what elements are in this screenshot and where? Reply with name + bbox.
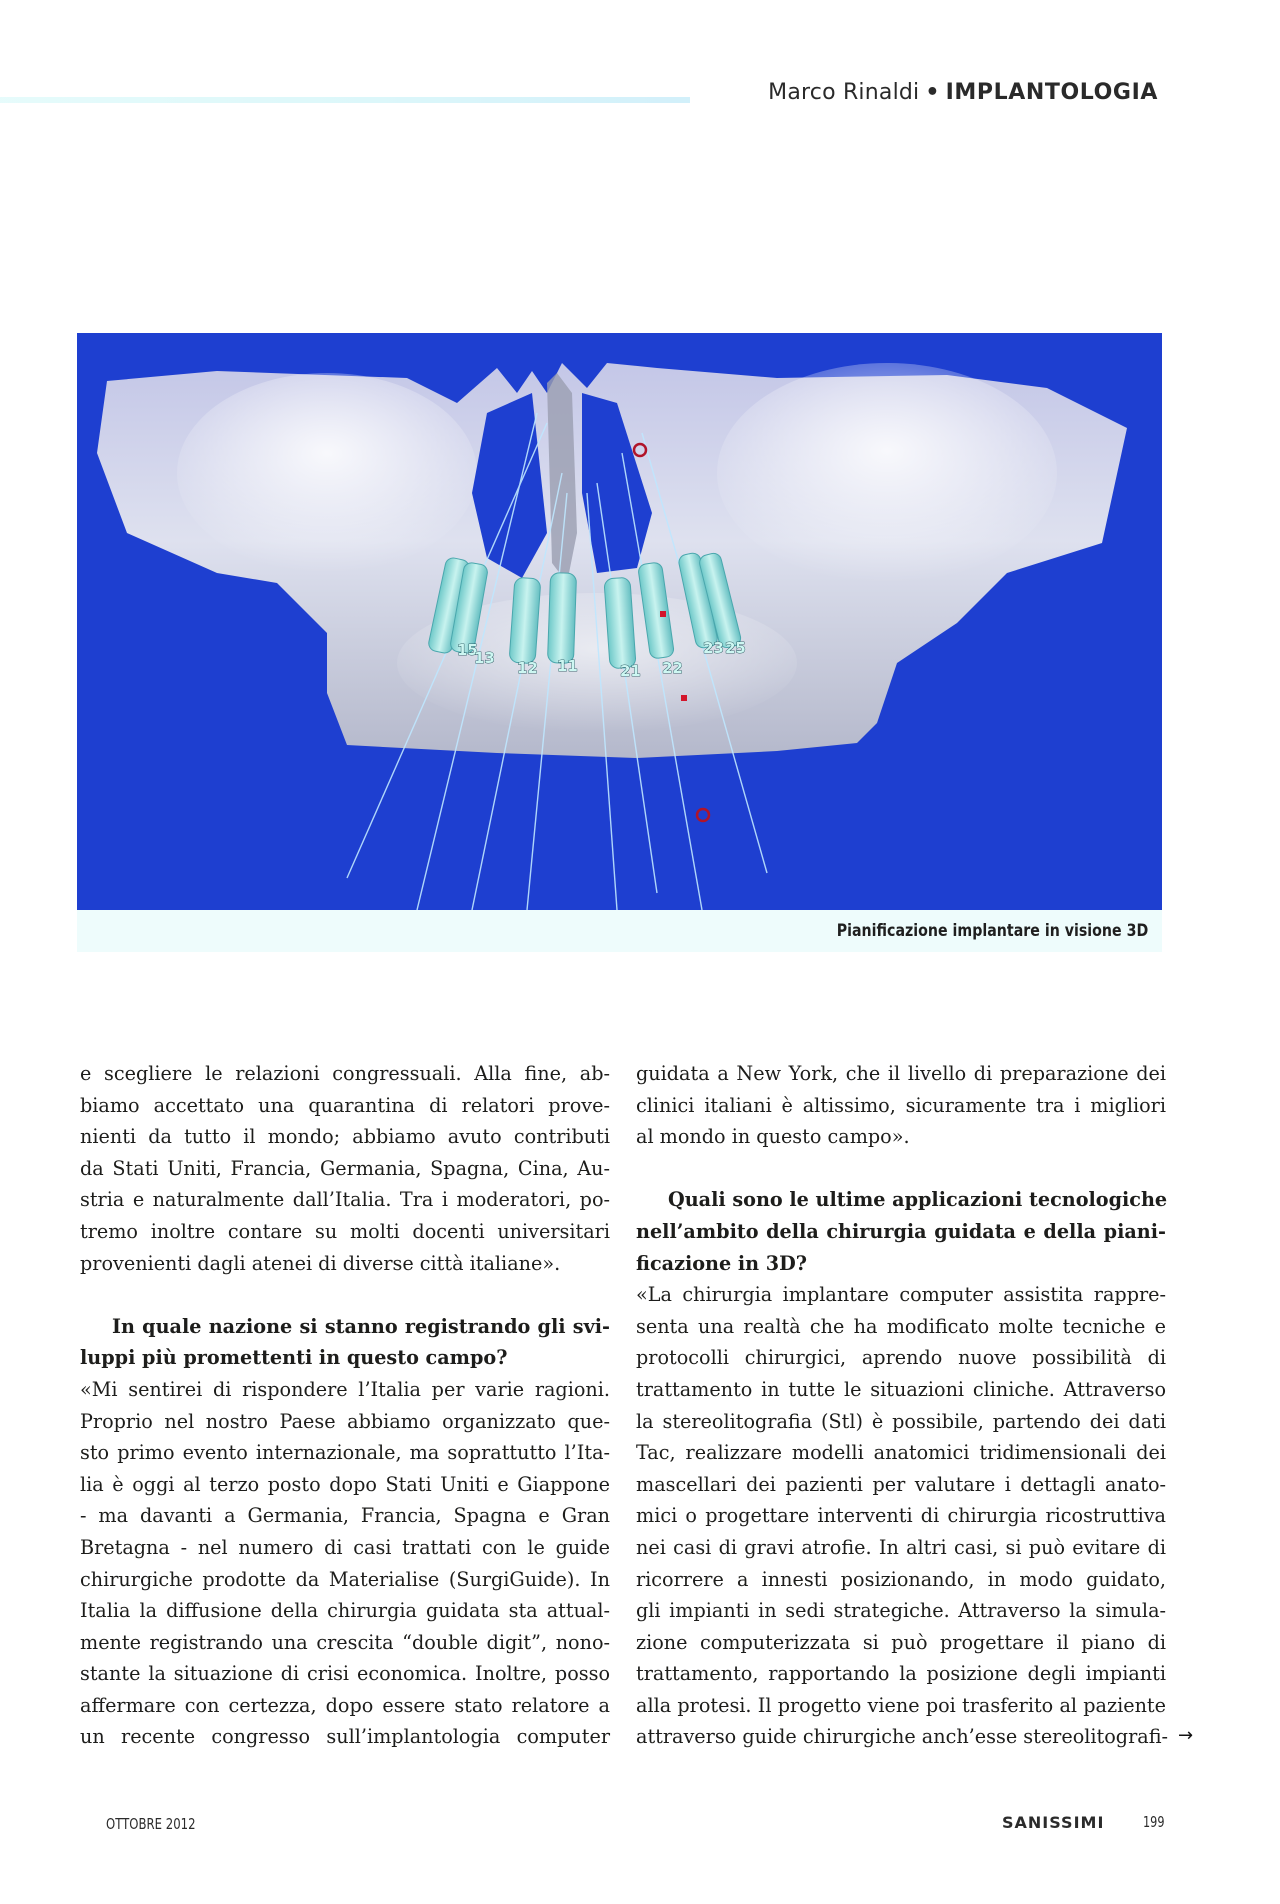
figure-caption: Pianificazione implantare in visione 3D: [836, 921, 1148, 940]
text-line: guidata a New York, che il livello di preparazione dei: [636, 1062, 1166, 1085]
text-line: zione computerizzata si può progettare il piano di: [636, 1630, 1166, 1654]
text-line: clinici italiani è altissimo, sicuramente tra i migliori: [636, 1093, 1166, 1117]
implant-label: 15: [457, 641, 478, 659]
paragraph: [636, 1058, 1166, 1153]
text-line: la stereolitografia (Stl) è possibile, partendo dei dati: [636, 1409, 1166, 1433]
text-line: Italia la diffusione della chirurgia guidata sta attual-: [80, 1599, 610, 1623]
right-column: [636, 1058, 1166, 1753]
text-line: «Mi sentirei di rispondere l’Italia per varie ragioni.: [80, 1377, 610, 1401]
text-line: e scegliere le relazioni congressuali. Alla fine, ab-: [80, 1062, 610, 1085]
text-line: stria e naturalmente dall’Italia. Tra i moderatori, po-: [80, 1188, 610, 1212]
implant-label: 23: [703, 639, 724, 657]
bullet-separator: •: [925, 80, 940, 105]
text-line: Bretagna - nel numero di casi trattati con le guide: [80, 1535, 610, 1559]
paragraph: [80, 1058, 610, 1279]
text-line: stante la situazione di crisi economica. Inoltre, posso: [80, 1662, 610, 1686]
paragraph: [636, 1279, 1166, 1753]
implant-label: 12: [517, 659, 538, 677]
reference-point: [660, 611, 666, 617]
text-line: nienti da tutto il mondo; abbiamo avuto contributi: [80, 1125, 610, 1149]
figure-caption-band: [77, 910, 1162, 952]
text-line: attraverso guide chirurgiche anch’esse stereolitografi-: [636, 1725, 1168, 1749]
text-line: mente registrando una crescita “double digit”, nono-: [80, 1630, 610, 1654]
text-line: lia è oggi al terzo posto dopo Stati Uniti e Giappone: [80, 1472, 610, 1496]
text-line: ricorrere a innesti posizionando, in modo guidato,: [636, 1567, 1166, 1591]
text-line: provenienti dagli atenei di diverse città italiane».: [80, 1251, 561, 1275]
header-decorative-rule: [0, 97, 690, 103]
question-line: Quali sono le ultime applicazioni tecnologiche: [668, 1188, 1168, 1212]
implant-planning-3d-image: [77, 333, 1162, 910]
text-line: un recente congresso sull’implantologia computer: [80, 1725, 610, 1749]
question-line: ficazione in 3D?: [636, 1251, 808, 1275]
page-number: 199: [1143, 1813, 1165, 1831]
issue-date: OTTOBRE 2012: [106, 1815, 196, 1833]
implant-label: 21: [620, 662, 641, 680]
question-line: nell’ambito della chirurgia guidata e della piani-: [636, 1219, 1166, 1243]
text-line: - ma davanti a Germania, Francia, Spagna e Gran: [80, 1504, 610, 1528]
reference-marker-lower: [697, 809, 709, 821]
question-line: luppi più promettenti in questo campo?: [80, 1346, 508, 1370]
text-line: affermare con certezza, dopo essere stato relatore a: [80, 1693, 610, 1717]
continue-arrow-icon: →: [1178, 1725, 1194, 1746]
text-line: Tac, realizzare modelli anatomici tridimensionali dei: [636, 1441, 1166, 1465]
text-line: senta una realtà che ha modificato molte tecniche e: [636, 1314, 1166, 1338]
text-line: trattamento in tutte le situazioni cliniche. Attraverso: [636, 1377, 1166, 1401]
text-line: Proprio nel nostro Paese abbiamo organizzato que-: [80, 1409, 610, 1433]
section-title: IMPLANTOLOGIA: [945, 80, 1158, 105]
running-head: [768, 80, 1158, 105]
text-line: mascellari dei pazienti per valutare i dettagli anato-: [636, 1472, 1166, 1496]
maxilla-3d-render: [77, 333, 1162, 910]
paragraph: [80, 1374, 610, 1753]
text-line: alla protesi. Il progetto viene poi trasferito al paziente: [636, 1693, 1166, 1717]
text-line: chirurgiche prodotte da Materialise (SurgiGuide). In: [80, 1567, 610, 1591]
question-line: In quale nazione si stanno registrando gli svi-: [112, 1314, 610, 1338]
text-line: mici o progettare interventi di chirurgia ricostruttiva: [636, 1504, 1166, 1528]
text-line: biamo accettato una quarantina di relatori prove-: [80, 1093, 610, 1117]
left-column: [80, 1058, 610, 1753]
text-line: tremo inoltre contare su molti docenti universitari: [80, 1219, 610, 1243]
text-line: nei casi di gravi atrofie. In altri casi, si può evitare di: [636, 1535, 1166, 1559]
implant-label: 25: [725, 639, 746, 657]
reference-point: [681, 695, 687, 701]
text-line: «La chirurgia implantare computer assistita rappre-: [636, 1283, 1166, 1307]
interview-question: [636, 1184, 1166, 1279]
implant-label: 22: [662, 659, 683, 677]
magazine-name: SANISSIMI: [1002, 1813, 1105, 1832]
text-line: gli impianti in sedi strategiche. Attraverso la simula-: [636, 1599, 1166, 1623]
implant-label: 11: [557, 657, 578, 675]
author-name: Marco Rinaldi: [768, 80, 920, 105]
text-line: sto primo evento internazionale, ma soprattutto l’Ita-: [80, 1441, 610, 1465]
text-line: al mondo in questo campo».: [636, 1125, 910, 1149]
text-line: trattamento, rapportando la posizione degli impianti: [636, 1662, 1166, 1686]
text-line: da Stati Uniti, Francia, Germania, Spagna, Cina, Au-: [80, 1156, 610, 1180]
interview-question: [80, 1311, 610, 1374]
implant-label: 13: [474, 649, 495, 667]
text-line: protocolli chirurgici, aprendo nuove possibilità di: [636, 1346, 1166, 1370]
